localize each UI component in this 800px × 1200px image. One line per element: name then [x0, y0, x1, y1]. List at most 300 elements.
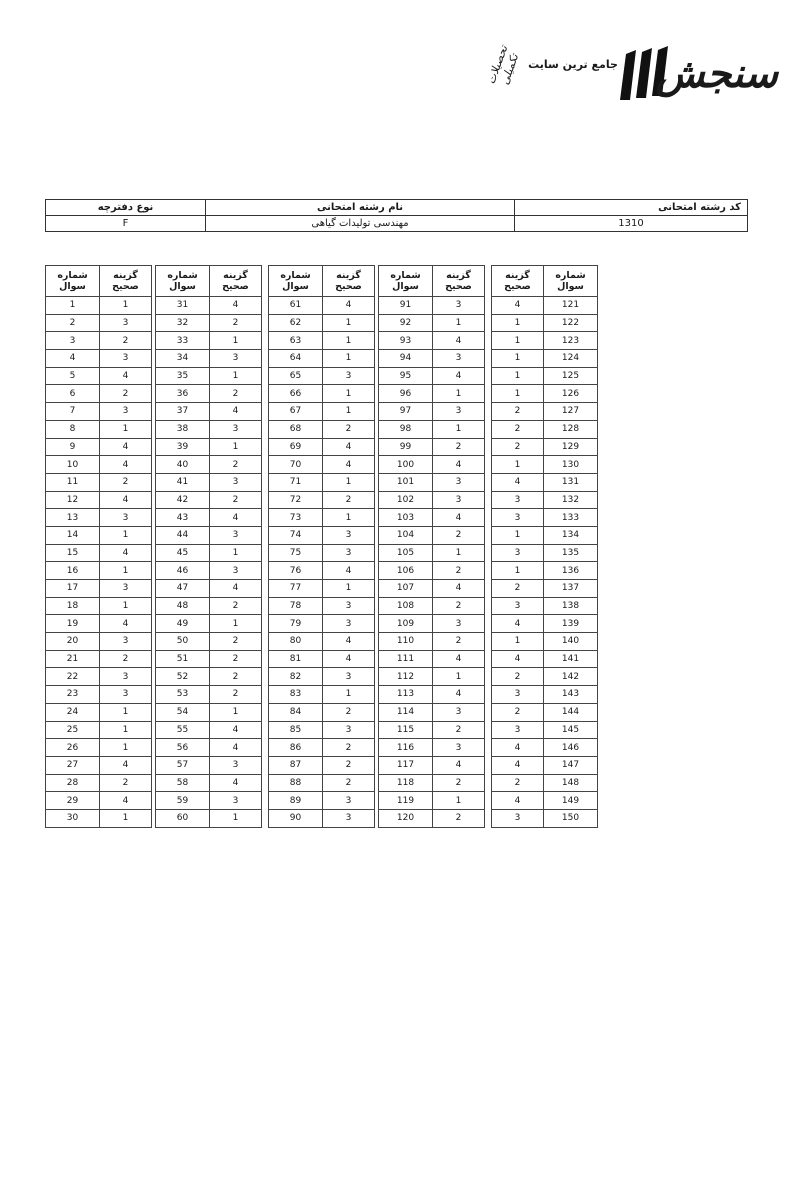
correct-option: 1 — [100, 562, 152, 580]
table-row — [492, 332, 598, 350]
table-row — [156, 792, 262, 810]
table-row — [156, 615, 262, 633]
correct-option: 3 — [100, 509, 152, 527]
correct-option: 1 — [323, 332, 375, 350]
answer-key-block — [378, 265, 485, 828]
correct-option-header: گزینه صحیح — [100, 266, 152, 297]
correct-option: 3 — [100, 403, 152, 421]
correct-option: 2 — [492, 668, 544, 686]
question-number: 115 — [379, 721, 433, 739]
table-row — [492, 438, 598, 456]
correct-option: 1 — [433, 420, 485, 438]
question-number: 94 — [379, 350, 433, 368]
correct-option-header: گزینه صحیح — [433, 266, 485, 297]
booklet-type-header: نوع دفترچه — [46, 200, 206, 216]
correct-option: 4 — [433, 456, 485, 474]
correct-option: 4 — [433, 686, 485, 704]
question-number: 131 — [544, 473, 598, 491]
answer-key-block — [155, 265, 262, 828]
correct-option: 4 — [100, 544, 152, 562]
question-number: 31 — [156, 297, 210, 315]
question-number: 112 — [379, 668, 433, 686]
question-number: 37 — [156, 403, 210, 421]
correct-option: 2 — [433, 633, 485, 651]
question-number: 78 — [269, 597, 323, 615]
question-number: 22 — [46, 668, 100, 686]
table-row — [269, 562, 375, 580]
correct-option: 1 — [210, 615, 262, 633]
correct-option: 2 — [492, 403, 544, 421]
question-number: 85 — [269, 721, 323, 739]
question-number: 92 — [379, 314, 433, 332]
correct-option: 3 — [492, 809, 544, 827]
table-row — [379, 314, 485, 332]
correct-option: 1 — [433, 544, 485, 562]
question-number: 69 — [269, 438, 323, 456]
question-number: 96 — [379, 385, 433, 403]
field-name-value: مهندسی تولیدات گیاهی — [206, 216, 515, 232]
question-number: 53 — [156, 686, 210, 704]
question-number: 125 — [544, 367, 598, 385]
question-number: 17 — [46, 580, 100, 598]
correct-option: 3 — [433, 739, 485, 757]
table-row — [379, 809, 485, 827]
correct-option: 2 — [433, 774, 485, 792]
table-row — [46, 544, 152, 562]
table-row — [379, 332, 485, 350]
question-number: 61 — [269, 297, 323, 315]
table-row — [492, 615, 598, 633]
table-row — [269, 615, 375, 633]
field-name-header: نام رشته امتحانی — [206, 200, 515, 216]
table-row — [379, 385, 485, 403]
question-number: 113 — [379, 686, 433, 704]
table-row — [156, 385, 262, 403]
table-row — [46, 314, 152, 332]
correct-option: 1 — [492, 526, 544, 544]
table-row — [156, 420, 262, 438]
table-row — [156, 403, 262, 421]
correct-option: 4 — [210, 580, 262, 598]
table-row — [492, 509, 598, 527]
correct-option: 2 — [492, 580, 544, 598]
question-number: 57 — [156, 756, 210, 774]
table-row — [156, 314, 262, 332]
question-number: 50 — [156, 633, 210, 651]
correct-option: 2 — [100, 650, 152, 668]
correct-option: 3 — [323, 809, 375, 827]
question-number: 145 — [544, 721, 598, 739]
question-number: 109 — [379, 615, 433, 633]
question-number: 88 — [269, 774, 323, 792]
question-number: 108 — [379, 597, 433, 615]
question-number: 134 — [544, 526, 598, 544]
question-number: 33 — [156, 332, 210, 350]
table-row — [492, 473, 598, 491]
question-number: 3 — [46, 332, 100, 350]
table-row — [156, 650, 262, 668]
table-row — [269, 367, 375, 385]
table-row — [156, 491, 262, 509]
correct-option: 2 — [433, 809, 485, 827]
correct-option: 4 — [100, 756, 152, 774]
question-number: 46 — [156, 562, 210, 580]
table-row — [156, 438, 262, 456]
correct-option: 4 — [433, 580, 485, 598]
correct-option: 1 — [323, 314, 375, 332]
table-row — [156, 350, 262, 368]
table-row — [492, 633, 598, 651]
table-row — [492, 350, 598, 368]
correct-option: 1 — [492, 332, 544, 350]
question-number: 143 — [544, 686, 598, 704]
question-number: 65 — [269, 367, 323, 385]
table-row — [156, 473, 262, 491]
table-row — [156, 580, 262, 598]
question-number: 83 — [269, 686, 323, 704]
exam-info-value-row — [46, 216, 748, 232]
correct-option: 1 — [492, 314, 544, 332]
logo-brand-word: سنجش — [655, 50, 778, 97]
correct-option: 2 — [433, 721, 485, 739]
question-number: 89 — [269, 792, 323, 810]
question-number: 48 — [156, 597, 210, 615]
correct-option: 2 — [492, 438, 544, 456]
correct-option: 1 — [210, 703, 262, 721]
question-number: 99 — [379, 438, 433, 456]
correct-option: 1 — [492, 385, 544, 403]
site-logo — [484, 30, 788, 110]
table-row — [492, 562, 598, 580]
correct-option: 2 — [492, 703, 544, 721]
correct-option: 3 — [492, 544, 544, 562]
question-number: 117 — [379, 756, 433, 774]
question-number: 147 — [544, 756, 598, 774]
question-number: 20 — [46, 633, 100, 651]
question-number: 107 — [379, 580, 433, 598]
table-row — [379, 615, 485, 633]
question-number: 133 — [544, 509, 598, 527]
question-number: 74 — [269, 526, 323, 544]
correct-option: 1 — [100, 809, 152, 827]
correct-option: 4 — [492, 792, 544, 810]
booklet-type-value: F — [46, 216, 206, 232]
correct-option: 3 — [323, 615, 375, 633]
table-row — [46, 491, 152, 509]
correct-option: 3 — [433, 491, 485, 509]
table-row — [46, 367, 152, 385]
correct-option: 4 — [433, 650, 485, 668]
table-row — [269, 314, 375, 332]
correct-option: 3 — [433, 350, 485, 368]
correct-option: 3 — [492, 721, 544, 739]
question-number: 71 — [269, 473, 323, 491]
question-number: 102 — [379, 491, 433, 509]
table-row — [156, 526, 262, 544]
question-number: 24 — [46, 703, 100, 721]
correct-option: 4 — [433, 367, 485, 385]
question-number: 111 — [379, 650, 433, 668]
correct-option: 1 — [433, 792, 485, 810]
question-number: 86 — [269, 739, 323, 757]
correct-option: 1 — [210, 438, 262, 456]
question-number-header: شماره سوال — [156, 266, 210, 297]
table-row — [269, 332, 375, 350]
correct-option: 1 — [210, 809, 262, 827]
table-row — [156, 456, 262, 474]
correct-option: 2 — [210, 650, 262, 668]
table-row — [379, 509, 485, 527]
table-row — [46, 350, 152, 368]
question-number: 6 — [46, 385, 100, 403]
table-row — [492, 703, 598, 721]
correct-option: 1 — [210, 367, 262, 385]
table-row — [492, 580, 598, 598]
correct-option: 4 — [210, 721, 262, 739]
table-row — [46, 420, 152, 438]
table-row — [156, 633, 262, 651]
question-number: 95 — [379, 367, 433, 385]
table-row — [492, 668, 598, 686]
correct-option: 2 — [100, 774, 152, 792]
correct-option: 4 — [100, 456, 152, 474]
question-number: 123 — [544, 332, 598, 350]
correct-option: 3 — [323, 668, 375, 686]
table-row — [492, 297, 598, 315]
table-row — [156, 297, 262, 315]
question-number: 49 — [156, 615, 210, 633]
logo-tagline-secondary: تحصیلات تکمیلی — [484, 43, 522, 87]
correct-option: 3 — [100, 686, 152, 704]
correct-option: 2 — [210, 686, 262, 704]
table-row — [379, 544, 485, 562]
question-number: 73 — [269, 509, 323, 527]
question-number: 47 — [156, 580, 210, 598]
table-row — [46, 650, 152, 668]
question-number: 36 — [156, 385, 210, 403]
table-row — [156, 703, 262, 721]
table-row — [46, 721, 152, 739]
question-number: 56 — [156, 739, 210, 757]
table-row — [492, 367, 598, 385]
question-number: 13 — [46, 509, 100, 527]
table-row — [379, 703, 485, 721]
question-number: 72 — [269, 491, 323, 509]
question-number: 30 — [46, 809, 100, 827]
correct-option: 2 — [210, 597, 262, 615]
correct-option: 2 — [210, 633, 262, 651]
table-row — [379, 686, 485, 704]
correct-option: 4 — [323, 438, 375, 456]
question-number: 58 — [156, 774, 210, 792]
table-row — [269, 668, 375, 686]
question-number: 132 — [544, 491, 598, 509]
correct-option: 4 — [210, 739, 262, 757]
question-number: 81 — [269, 650, 323, 668]
question-number: 77 — [269, 580, 323, 598]
table-row — [269, 739, 375, 757]
table-row — [379, 562, 485, 580]
question-number: 62 — [269, 314, 323, 332]
question-number: 16 — [46, 562, 100, 580]
correct-option: 4 — [492, 756, 544, 774]
correct-option: 1 — [492, 633, 544, 651]
question-number: 4 — [46, 350, 100, 368]
correct-option: 3 — [100, 668, 152, 686]
field-code-header: کد رشته امتحانی — [515, 200, 748, 216]
correct-option: 4 — [433, 332, 485, 350]
question-number: 98 — [379, 420, 433, 438]
correct-option: 2 — [492, 420, 544, 438]
correct-option-header: گزینه صحیح — [210, 266, 262, 297]
question-number: 38 — [156, 420, 210, 438]
correct-option: 1 — [210, 332, 262, 350]
table-row — [156, 809, 262, 827]
question-number: 55 — [156, 721, 210, 739]
correct-option-header: گزینه صحیح — [492, 266, 544, 297]
table-row — [269, 438, 375, 456]
correct-option: 4 — [492, 473, 544, 491]
table-row — [269, 809, 375, 827]
question-number: 136 — [544, 562, 598, 580]
table-row — [379, 297, 485, 315]
table-row — [46, 739, 152, 757]
table-row — [269, 650, 375, 668]
question-number: 9 — [46, 438, 100, 456]
table-row — [156, 544, 262, 562]
table-row — [46, 774, 152, 792]
question-number: 63 — [269, 332, 323, 350]
question-number: 119 — [379, 792, 433, 810]
question-number: 80 — [269, 633, 323, 651]
correct-option: 3 — [100, 350, 152, 368]
question-number: 148 — [544, 774, 598, 792]
question-number: 2 — [46, 314, 100, 332]
question-number: 114 — [379, 703, 433, 721]
correct-option: 4 — [210, 297, 262, 315]
question-number: 5 — [46, 367, 100, 385]
correct-option: 1 — [210, 544, 262, 562]
table-row — [156, 721, 262, 739]
table-row — [492, 792, 598, 810]
table-row — [379, 774, 485, 792]
correct-option: 3 — [210, 473, 262, 491]
table-row — [156, 367, 262, 385]
question-number: 41 — [156, 473, 210, 491]
correct-option: 1 — [492, 367, 544, 385]
correct-option: 4 — [323, 562, 375, 580]
table-row — [379, 491, 485, 509]
table-row — [269, 297, 375, 315]
correct-option: 4 — [323, 297, 375, 315]
correct-option: 3 — [323, 544, 375, 562]
table-row — [379, 367, 485, 385]
correct-option: 1 — [433, 385, 485, 403]
question-number: 144 — [544, 703, 598, 721]
table-row — [269, 580, 375, 598]
table-row — [379, 756, 485, 774]
table-row — [269, 544, 375, 562]
question-number: 100 — [379, 456, 433, 474]
table-row — [46, 792, 152, 810]
correct-option: 4 — [100, 491, 152, 509]
correct-option: 2 — [210, 491, 262, 509]
correct-option: 4 — [210, 774, 262, 792]
table-row — [269, 456, 375, 474]
correct-option: 3 — [492, 491, 544, 509]
question-number: 27 — [46, 756, 100, 774]
question-number: 135 — [544, 544, 598, 562]
correct-option: 2 — [433, 526, 485, 544]
question-number: 11 — [46, 473, 100, 491]
table-row — [46, 809, 152, 827]
question-number: 101 — [379, 473, 433, 491]
question-number: 126 — [544, 385, 598, 403]
table-row — [379, 792, 485, 810]
correct-option: 2 — [100, 332, 152, 350]
question-number: 39 — [156, 438, 210, 456]
question-number: 103 — [379, 509, 433, 527]
table-row — [269, 721, 375, 739]
table-row — [46, 703, 152, 721]
correct-option: 1 — [100, 703, 152, 721]
question-number: 87 — [269, 756, 323, 774]
question-number: 35 — [156, 367, 210, 385]
table-row — [156, 774, 262, 792]
correct-option: 2 — [100, 473, 152, 491]
correct-option: 1 — [433, 668, 485, 686]
table-row — [269, 526, 375, 544]
table-row — [492, 597, 598, 615]
correct-option: 2 — [492, 774, 544, 792]
table-row — [156, 686, 262, 704]
table-row — [269, 420, 375, 438]
table-row — [269, 686, 375, 704]
question-number: 23 — [46, 686, 100, 704]
question-number: 15 — [46, 544, 100, 562]
correct-option: 2 — [433, 438, 485, 456]
table-row — [156, 739, 262, 757]
table-row — [379, 403, 485, 421]
correct-option: 1 — [323, 473, 375, 491]
table-row — [269, 385, 375, 403]
question-number: 97 — [379, 403, 433, 421]
question-number: 130 — [544, 456, 598, 474]
correct-option: 2 — [433, 562, 485, 580]
question-number: 28 — [46, 774, 100, 792]
question-number: 104 — [379, 526, 433, 544]
correct-option: 3 — [100, 633, 152, 651]
table-row — [492, 739, 598, 757]
correct-option: 3 — [210, 756, 262, 774]
correct-option: 1 — [492, 350, 544, 368]
correct-option: 1 — [492, 562, 544, 580]
answer-key-header-row — [492, 266, 598, 297]
correct-option: 2 — [323, 756, 375, 774]
correct-option: 3 — [100, 580, 152, 598]
correct-option: 4 — [100, 615, 152, 633]
table-row — [492, 403, 598, 421]
correct-option: 1 — [323, 350, 375, 368]
table-row — [46, 297, 152, 315]
question-number: 70 — [269, 456, 323, 474]
table-row — [379, 456, 485, 474]
question-number: 21 — [46, 650, 100, 668]
question-number: 150 — [544, 809, 598, 827]
correct-option: 2 — [433, 597, 485, 615]
table-row — [492, 544, 598, 562]
question-number: 116 — [379, 739, 433, 757]
